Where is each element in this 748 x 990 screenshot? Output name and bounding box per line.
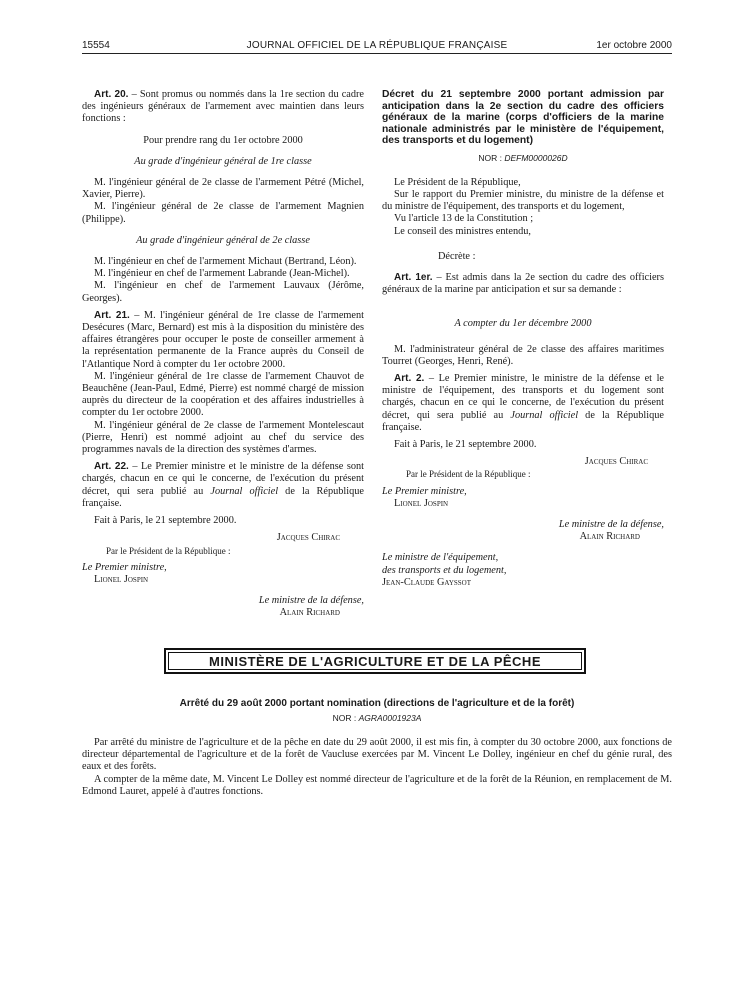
arrete-title: Arrêté du 29 août 2000 portant nomination (directions de l'agriculture et de la forêt): [179, 698, 575, 709]
arrete-nor: NOR : AGRA0001923A: [332, 713, 422, 723]
grade-2-item: M. l'ingénieur en chef de l'armement Michaut (Bertrand, Léon).: [94, 256, 357, 268]
pm-name: Lionel Jospin: [394, 497, 449, 509]
signature-president: Jacques Chirac: [584, 456, 648, 468]
article-1: Art. 1er. – Est admis dans la 2e section du cadre des officiers généraux de la marine par anticipation et sur sa demande :: [382, 271, 664, 296]
defense-title: Le ministre de la défense,: [558, 518, 664, 530]
arrete-paragraph: Par arrêté du ministre de l'agriculture et de la pêche en date du 29 août 2000, il est mis fin, à compter du 30 octobre 2000, aux fonctions de directeur départemental de l'agriculture et de la forêt de Vaucluse exercées par M. Vincent Le Dolley, ingénieur en chef du génie rural, des eaux et des forêts.: [82, 737, 672, 773]
by-president: Par le Président de la République :: [106, 545, 231, 556]
page-number: 15554: [82, 40, 110, 51]
article-21: Art. 21. – M. l'ingénieur général de 1re classe de l'armement Desécures (Marc, Bernard) est mis à la disposition du ministère des affaires étrangères pour occuper le poste de conseiller armement à la représentation permanente de la France auprès du Conseil de l'Atlantique Nord à compter du 1er octobre 2000.: [82, 309, 364, 370]
grade-1-item: M. l'ingénieur général de 2e classe de l'armement Pétré (Michel, Xavier, Pierre).: [82, 177, 364, 201]
article-1-label: Art. 1er.: [394, 271, 433, 283]
pm-name: Lionel Jospin: [94, 573, 149, 585]
decree-intro: Vu l'article 13 de la Constitution ;: [394, 213, 534, 225]
arrete-paragraph: A compter de la même date, M. Vincent Le Dolley est nommé directeur de l'agriculture et de la forêt de la Réunion, en remplacement de M. Edmond Lauret, appelé à d'autres fonctions.: [82, 773, 672, 797]
article-22-label: Art. 22.: [94, 461, 129, 473]
grade-1-item: M. l'ingénieur général de 2e classe de l'armement Magnien (Philippe).: [82, 201, 364, 225]
article-22: Art. 22. – Le Premier ministre et le ministre de la défense sont chargés, chacun en ce qui le concerne, de l'exécution du présent décret, qui sera publié au Journal officiel de la République française.: [82, 461, 364, 509]
place-date: Fait à Paris, le 21 septembre 2000.: [394, 438, 537, 450]
page-header: [82, 35, 672, 54]
decree-intro: Le Président de la République,: [394, 176, 521, 188]
article-2: Art. 2. – Le Premier ministre, le ministre de la défense et le ministre de l'équipement, des transports et du logement sont chargés, chacun en ce qui le concerne, de l'exécution du présent décret, qui sera publié au Journal officiel de la République française.: [382, 372, 665, 433]
grade-2-heading: Au grade d'ingénieur général de 2e classe: [136, 234, 310, 246]
from-date: A compter du 1er décembre 2000: [454, 318, 592, 330]
left-column: [82, 89, 364, 620]
decree-intro: Le conseil des ministres entendu,: [394, 225, 531, 237]
ministry-name: MINISTÈRE DE L'AGRICULTURE ET DE LA PÊCHE: [209, 654, 541, 669]
article-21-paragraph: M. l'ingénieur général de 1re classe de l'armement Chauvot de Beauchêne (Jean-Paul, Edmé, Pierre) est nommé chargé de mission auprès du directeur de la coopération et des affaires industrielles à compter du 1er octobre 2000.: [82, 370, 364, 419]
article-21-paragraph: M. l'ingénieur général de 2e classe de l'armement Montelescaut (Pierre, Henri) est nommé adjoint au chef du service des programmes navals de la direction des systèmes d'armes.: [82, 419, 364, 456]
equipment-title: des transports et du logement,: [382, 564, 507, 576]
article-20: Art. 20. – Sont promus ou nommés dans la 1re section du cadre des ingénieurs généraux de l'armement avec maintien dans leurs fonctions :: [82, 89, 365, 125]
decree-title: Décret du 21 septembre 2000 portant admission par anticipation dans la 2e section du cadre des officiers généraux de la marine (corps d'officiers de la marine nationale administrés par le ministère de l'équipement, des transports et du logement): [382, 89, 664, 146]
equipment-title: Le ministre de l'équipement,: [382, 552, 499, 564]
signature-president: Jacques Chirac: [276, 532, 340, 544]
decrete: Décrète :: [438, 250, 476, 262]
grade-2-item: M. l'ingénieur en chef de l'armement Labrande (Jean-Michel).: [94, 268, 350, 280]
defense-title: Le ministre de la défense,: [258, 595, 364, 607]
journal-title: JOURNAL OFFICIEL DE LA RÉPUBLIQUE FRANÇAISE: [246, 40, 508, 51]
arrete-body: [82, 737, 672, 798]
pm-title: Le Premier ministre,: [382, 485, 467, 497]
article-21-label: Art. 21.: [94, 309, 130, 321]
issue-date: 1er octobre 2000: [596, 40, 672, 51]
defense-name: Alain Richard: [579, 531, 640, 543]
rank-line: Pour prendre rang du 1er octobre 2000: [143, 134, 303, 146]
equipment-name: Jean-Claude Gayssot: [382, 576, 472, 588]
pm-title: Le Premier ministre,: [82, 561, 167, 573]
ministry-heading-box: [164, 648, 586, 674]
grade-1-heading: Au grade d'ingénieur général de 1re classe: [134, 155, 312, 167]
decree-intro: Sur le rapport du Premier ministre, du ministre de la défense et du ministre de l'équipement, des transports et du logement,: [382, 188, 664, 213]
place-date: Fait à Paris, le 21 septembre 2000.: [94, 515, 237, 527]
right-column: [382, 89, 664, 589]
article-2-label: Art. 2.: [394, 372, 425, 384]
defense-name: Alain Richard: [279, 607, 340, 619]
by-president: Par le Président de la République :: [406, 469, 531, 480]
admin-line: M. l'administrateur général de 2e classe des affaires maritimes Tourret (Georges, Henri, René).: [382, 343, 664, 367]
decree-nor: NOR : DEFM0000026D: [478, 152, 568, 163]
grade-2-item: M. l'ingénieur en chef de l'armement Lauvaux (Jérôme, Georges).: [82, 280, 364, 304]
article-20-label: Art. 20.: [94, 89, 129, 100]
